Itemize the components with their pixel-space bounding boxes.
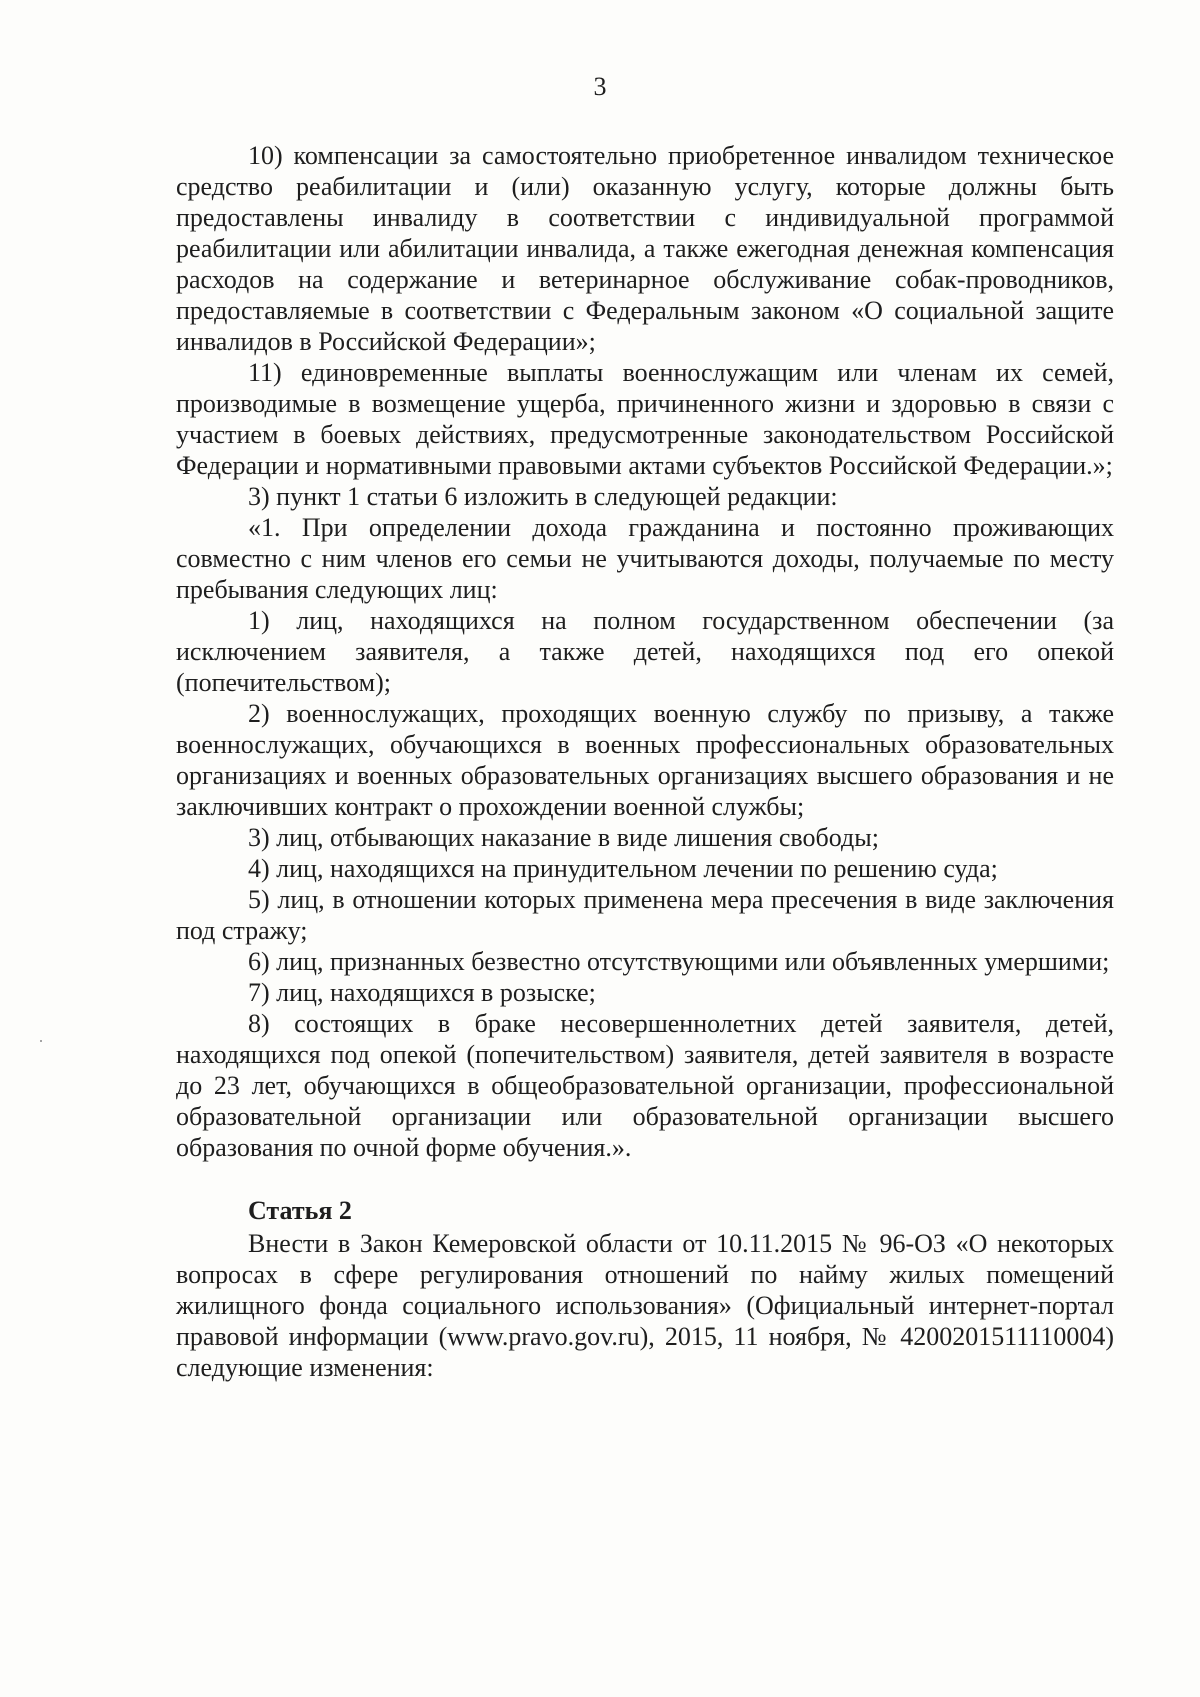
paragraph: 5) лиц, в отношении которых применена мера пресечения в виде заключения под стражу; <box>176 885 1114 945</box>
paragraph: 10) компенсации за самостоятельно приобретенное инвалидом техническое средство реабилитации и (или) оказанную услугу, которые должны быть предоставлены инвалиду в соответствии с индивидуальной программой реабилитации или абилитации инвалида, а также ежегодная денежная компенсация расходов на содержание и ветеринарное обслуживание собак-проводников, предоставляемые в соответствии с Федеральным законом «О социальной защите инвалидов в Российской Федерации»; <box>176 141 1114 356</box>
paragraph: 1) лиц, находящихся на полном государственном обеспечении (за исключением заявителя, а также детей, находящихся под его опекой (попечительством); <box>176 606 1114 697</box>
paragraph: 8) состоящих в браке несовершеннолетних детей заявителя, детей, находящихся под опекой (попечительством) заявителя, детей заявителя в возрасте до 23 лет, обучающихся в общеобразовательной организации, профессиональной образовательной организации или образовательной организации высшего образования по очной форме обучения.». <box>176 1009 1114 1162</box>
paragraph: 3) пункт 1 статьи 6 изложить в следующей редакции: <box>248 482 838 511</box>
paragraph: 7) лиц, находящихся в розыске; <box>248 978 596 1007</box>
page-number: 3 <box>593 72 607 101</box>
paragraph: 4) лиц, находящихся на принудительном лечении по решению суда; <box>248 854 998 883</box>
document-body <box>176 140 1114 1383</box>
paragraph: 2) военнослужащих, проходящих военную службу по призыву, а также военнослужащих, обучающихся в военных профессиональных образовательных организациях и военных образовательных организациях высшего образования и не заключивших контракт о прохождении военной службы; <box>176 699 1114 821</box>
scan-speck <box>40 1040 42 1042</box>
paragraph: 3) лиц, отбывающих наказание в виде лишения свободы; <box>248 823 879 852</box>
article-heading: Статья 2 <box>248 1196 352 1225</box>
paragraph: 6) лиц, признанных безвестно отсутствующими или объявленных умершими; <box>248 947 1110 976</box>
paragraph: 11) единовременные выплаты военнослужащим или членам их семей, производимые в возмещение ущерба, причиненного жизни и здоровью в связи с участием в боевых действиях, предусмотренные законодательством Российской Федерации и нормативными правовыми актами субъектов Российской Федерации.»; <box>176 358 1114 480</box>
paragraph: Внести в Закон Кемеровской области от 10.11.2015 № 96-ОЗ «О некоторых вопросах в сфере регулирования отношений по найму жилых помещений жилищного фонда социального использования» (Официальный интернет-портал правовой информации (www.pravo.gov.ru), 2015, 11 ноября, № 4200201511110004) следующие изменения: <box>176 1229 1114 1382</box>
paragraph: «1. При определении дохода гражданина и постоянно проживающих совместно с ним членов его семьи не учитываются доходы, получаемые по месту пребывания следующих лиц: <box>176 513 1114 604</box>
